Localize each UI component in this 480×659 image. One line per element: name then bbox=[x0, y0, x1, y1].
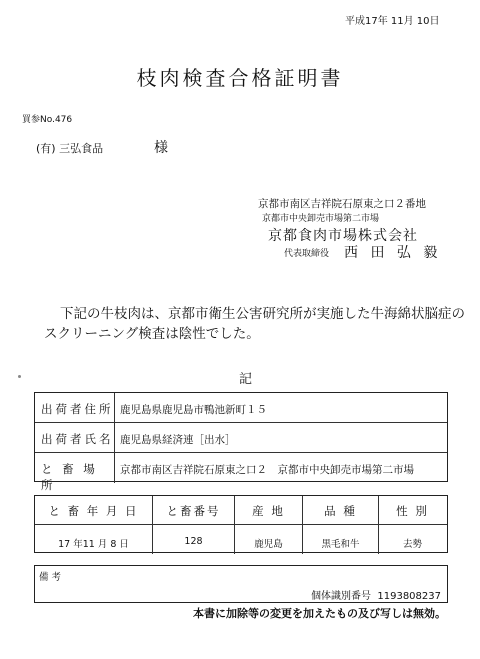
breed: 黒毛和牛 bbox=[303, 525, 379, 554]
slaughterhouse-label: と 畜 場 所 bbox=[35, 453, 115, 483]
individual-id-label: 個体識別番号 bbox=[311, 591, 372, 602]
recipient-name: (有) 三弘食品 bbox=[36, 142, 104, 155]
table-row bbox=[35, 393, 447, 423]
shipper-address-label: 出荷者住所 bbox=[35, 393, 115, 422]
ki-heading: 記 bbox=[239, 372, 253, 387]
shipper-name-value: 鹿児島県経済連［出水］ bbox=[120, 434, 236, 446]
table-row bbox=[35, 453, 447, 492]
document-number: 買参No.476 bbox=[22, 115, 73, 125]
header-sex: 性 別 bbox=[396, 504, 429, 518]
shipper-name-label: 出荷者氏名 bbox=[35, 423, 115, 452]
header-breed: 品 種 bbox=[303, 496, 379, 524]
remarks-label: 備 考 bbox=[39, 572, 62, 583]
table-row bbox=[35, 423, 447, 453]
individual-id-value: 1193808237 bbox=[377, 591, 441, 602]
individual-id bbox=[311, 587, 441, 602]
slaughter-number: 128 bbox=[153, 525, 235, 554]
issuer-address-market: 京都市中央卸売市場第二市場 bbox=[262, 214, 380, 224]
issue-date: 平成17年 11月 10日 bbox=[345, 16, 440, 27]
remarks-box bbox=[34, 565, 448, 603]
document-title: 枝肉検査合格証明書 bbox=[136, 66, 344, 90]
slaughter-date: 17 年11 月 8 日 bbox=[35, 525, 153, 554]
shipper-address-value: 鹿児島県鹿児島市鴨池新町１５ bbox=[120, 404, 267, 416]
issuer-company: 京都食肉市場株式会社 bbox=[268, 228, 418, 244]
shipper-info-table bbox=[34, 392, 448, 492]
header-slaughter-number: と畜番号 bbox=[153, 496, 235, 524]
issuer-role: 代表取締役 bbox=[284, 249, 330, 259]
statement-line-2: スクリーニング検査は陰性でした。 bbox=[44, 326, 260, 342]
table-header-row bbox=[35, 496, 447, 525]
origin: 鹿児島 bbox=[235, 525, 303, 554]
scan-speck bbox=[18, 375, 21, 378]
certification-statement bbox=[44, 304, 465, 344]
issuer-address: 京都市南区吉祥院石原東之口２番地 bbox=[258, 198, 426, 210]
slaughter-details-table bbox=[34, 495, 448, 553]
issuer-name: 西 田 弘 毅 bbox=[344, 245, 442, 261]
statement-line-1: 下記の牛枝肉は、京都市衛生公害研究所が実施した牛海綿状脳症の bbox=[60, 306, 465, 322]
table-row bbox=[35, 525, 447, 554]
recipient-honorific: 様 bbox=[154, 140, 168, 156]
header-slaughter-date: と 畜 年 月 日 bbox=[35, 496, 153, 524]
header-origin: 産 地 bbox=[235, 496, 303, 524]
invalidity-notice: 本書に加除等の変更を加えたもの及び写しは無効。 bbox=[193, 607, 446, 620]
slaughterhouse-value: 京都市南区吉祥院石原東之口２ 京都市中央卸売市場第二市場 bbox=[120, 464, 414, 476]
sex: 去勢 bbox=[402, 539, 422, 550]
